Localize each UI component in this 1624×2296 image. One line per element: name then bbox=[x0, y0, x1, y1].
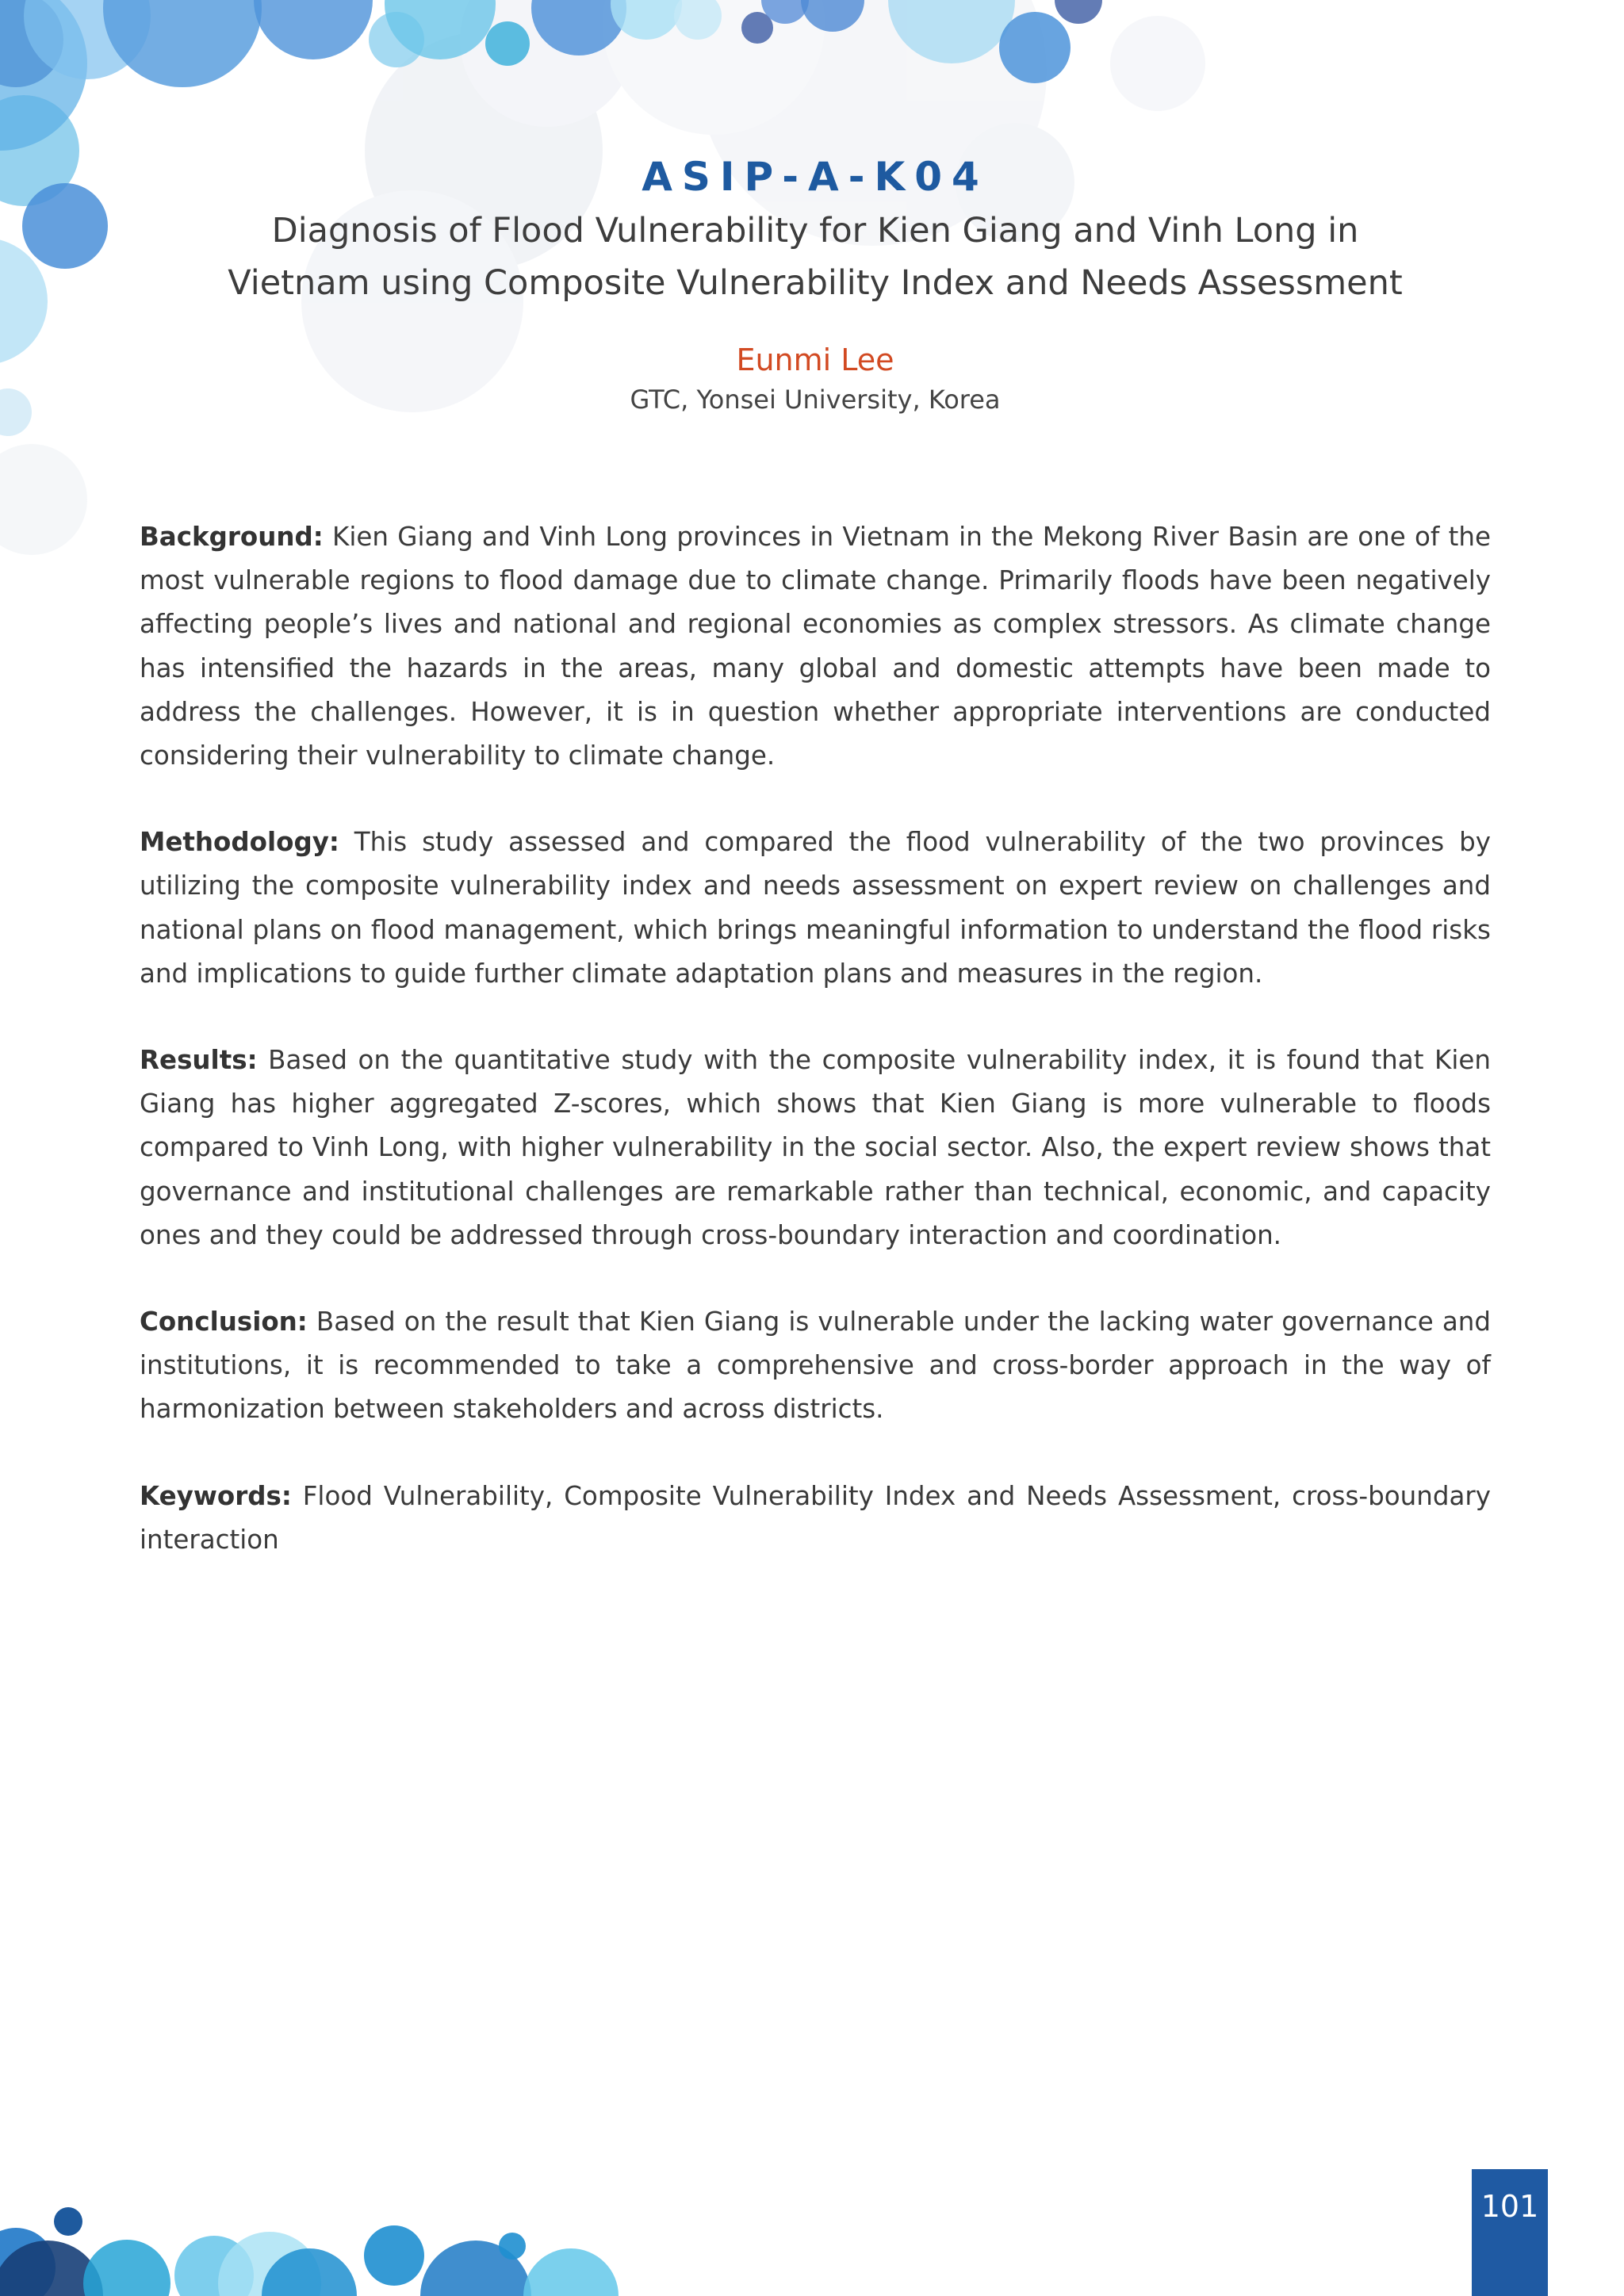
section-text: Kien Giang and Vinh Long provinces in Vietnam in the Mekong River Basin are one of the most vulnerable regions to flood damage due to climate change. Primarily floods have been negatively affecting people’s lives and national and regional economies as complex stressors. As climate change has intensified the hazards in the areas, many global and domestic attempts have been made to address the challenges. However, it is in question whether appropriate interventions are conducted considering their vulnerability to climate change. bbox=[140, 522, 1491, 771]
paper-title-line-1: Diagnosis of Flood Vulnerability for Kien Giang and Vinh Long in bbox=[271, 211, 1359, 251]
section-background bbox=[140, 515, 1491, 778]
abstract-body bbox=[140, 515, 1491, 1605]
section-label: Results: bbox=[140, 1045, 258, 1076]
paper-title-line-2: Vietnam using Composite Vulnerability Index and Needs Assessment bbox=[228, 263, 1403, 303]
author-name: Eunmi Lee bbox=[736, 342, 894, 377]
section-text: Based on the quantitative study with the composite vulnerability index, it is found that Kien Giang has higher aggregated Z-scores, which shows that Kien Giang is more vulnerable to floods compared to Vinh Long, with higher vulnerability in the social sector. Also, the expert review shows that governance and institutional challenges are remarkable rather than technical, economic, and capacity ones and they could be addressed through cross-boundary interaction and coordination. bbox=[140, 1045, 1491, 1250]
section-methodology bbox=[140, 821, 1491, 996]
section-keywords bbox=[140, 1475, 1491, 1562]
page-number: 101 bbox=[1472, 2169, 1548, 2296]
section-text: This study assessed and compared the flood vulnerability of the two provinces by utilizing the composite vulnerability index and needs assessment on expert review on challenges and national plans on flood management, which brings meaningful information to understand the flood risks and implications to guide further climate adaptation plans and measures in the region. bbox=[140, 827, 1491, 989]
section-results bbox=[140, 1039, 1491, 1257]
section-label: Conclusion: bbox=[140, 1307, 308, 1337]
session-code: ASIP-A-K04 bbox=[642, 154, 989, 200]
section-label: Keywords: bbox=[140, 1480, 292, 1511]
section-text: Based on the result that Kien Giang is vulnerable under the lacking water governance and institutions, it is recommended to take a comprehensive and cross-border approach in the way of harmonization between stakeholders and across districts. bbox=[140, 1307, 1491, 1425]
section-text: Flood Vulnerability, Composite Vulnerability Index and Needs Assessment, cross-boundary interaction bbox=[140, 1480, 1491, 1555]
section-conclusion bbox=[140, 1300, 1491, 1432]
section-label: Background: bbox=[140, 522, 324, 552]
paper-header bbox=[140, 149, 1491, 419]
section-label: Methodology: bbox=[140, 827, 339, 858]
author-affiliation: GTC, Yonsei University, Korea bbox=[630, 385, 1001, 415]
